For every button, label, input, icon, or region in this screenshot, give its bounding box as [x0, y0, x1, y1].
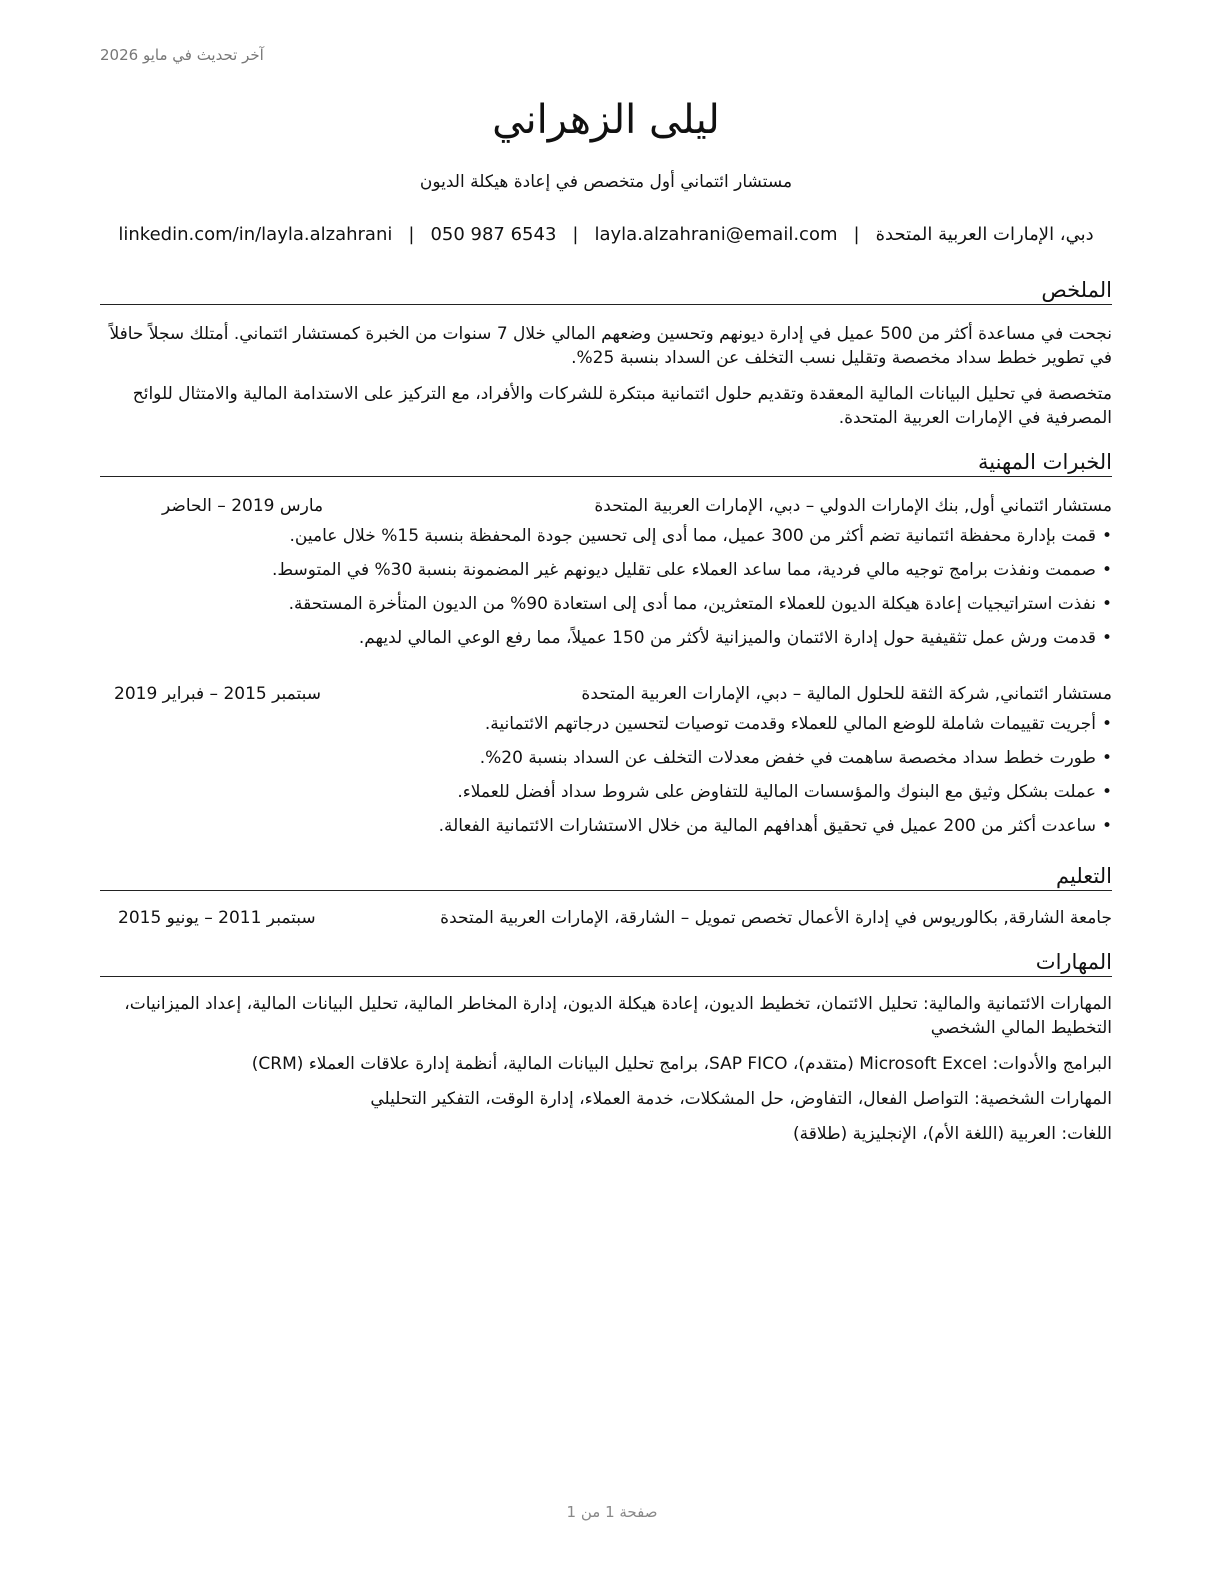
- contact-separator: |: [572, 224, 579, 245]
- candidate-name: ليلى الزهراني: [492, 97, 720, 143]
- list-item: •قدمت ورش عمل تثقيفية حول إدارة الائتمان والميزانية لأكثر من 150 عميلاً، مما رفع الوعي المالي لديهم.: [358, 628, 1112, 648]
- contact-email[interactable]: layla.alzahrani@email.com: [594, 224, 838, 245]
- summary-paragraph-2: متخصصة في تحليل البيانات المالية المعقدة وتقديم حلول ائتمانية مبتكرة للشركات والأفراد، مع التركيز على الاستدامة المالية والامتثال للوائح المصرفية في الإمارات العربية المتحدة.: [132, 384, 1112, 428]
- list-item: •صممت ونفذت برامج توجيه مالي فردية، مما ساعد العملاء على تقليل ديونهم غير المضمونة بنسبة 30% في المتوسط.: [271, 560, 1112, 580]
- job-header-2: [100, 682, 1112, 706]
- job-title: مستشار ائتماني أول, بنك الإمارات الدولي – دبي، الإمارات العربية المتحدة: [594, 496, 1112, 516]
- contact-phone[interactable]: 050 987 6543: [430, 224, 557, 245]
- education-degree: جامعة الشارقة, بكالوريوس في إدارة الأعمال تخصص تمويل – الشارقة، الإمارات العربية المتحدة: [440, 908, 1112, 928]
- education-dates: سبتمبر 2011 – يونيو 2015: [118, 908, 316, 928]
- job-bullets-2: [100, 712, 1112, 848]
- job-dates: سبتمبر 2015 – فبراير 2019: [114, 684, 321, 704]
- summary-paragraph-1: نجحت في مساعدة أكثر من 500 عميل في إدارة ديونهم وتحسين وضعهم المالي خلال 7 سنوات من الخبرة كمستشار ائتماني. أمتلك سجلاً حافلاً في تطوير خطط سداد مخصصة وتقليل نسب التخلف عن السداد بنسبة 25%.: [109, 324, 1112, 368]
- contact-separator: |: [853, 224, 860, 245]
- candidate-headline: مستشار ائتماني أول متخصص في إعادة هيكلة الديون: [419, 172, 793, 192]
- skills-heading: المهارات: [100, 948, 1112, 977]
- list-item: •طورت خطط سداد مخصصة ساهمت في خفض معدلات التخلف عن السداد بنسبة 20%.: [479, 748, 1112, 768]
- list-item: •قمت بإدارة محفظة ائتمانية تضم أكثر من 300 عميل، مما أدى إلى تحسين جودة المحفظة بنسبة 15% خلال عامين.: [289, 526, 1112, 546]
- contact-linkedin[interactable]: linkedin.com/in/layla.alzahrani: [118, 224, 393, 245]
- contact-separator: |: [408, 224, 415, 245]
- experience-heading: الخبرات المهنية: [100, 448, 1112, 477]
- job-title: مستشار ائتماني, شركة الثقة للحلول المالية – دبي، الإمارات العربية المتحدة: [581, 684, 1112, 704]
- skills-financial: المهارات الائتمانية والمالية: تحليل الائتمان، تخطيط الديون، إعادة هيكلة الديون، إدارة المخاطر المالية، تحليل البيانات المالية، إعداد الميزانيات، التخطيط المالي الشخصي: [124, 994, 1112, 1038]
- job-dates: مارس 2019 – الحاضر: [162, 496, 324, 516]
- skills-tools: البرامج والأدوات: Microsoft Excel (متقدم)، SAP FICO، برامج تحليل البيانات المالية، أنظمة إدارة علاقات العملاء (CRM): [251, 1054, 1112, 1074]
- education-heading: التعليم: [100, 862, 1112, 891]
- skills-languages: اللغات: العربية (اللغة الأم)، الإنجليزية (طلاقة): [793, 1124, 1112, 1144]
- page-number: صفحة 1 من 1: [566, 1503, 658, 1521]
- education-entry: [100, 906, 1112, 930]
- list-item: •نفذت استراتيجيات إعادة هيكلة الديون للعملاء المتعثرين، مما أدى إلى استعادة 90% من الديون المتأخرة المستحقة.: [288, 594, 1112, 614]
- list-item: •أجريت تقييمات شاملة للوضع المالي للعملاء وقدمت توصيات لتحسين درجاتهم الائتمانية.: [484, 714, 1112, 734]
- contact-location: دبي، الإمارات العربية المتحدة: [875, 224, 1094, 245]
- job-header-1: [100, 494, 1112, 518]
- last-updated-note: آخر تحديث في مايو 2026: [100, 46, 264, 64]
- summary-heading: الملخص: [100, 276, 1112, 305]
- contact-line: [100, 222, 1112, 248]
- list-item: •عملت بشكل وثيق مع البنوك والمؤسسات المالية للتفاوض على شروط سداد أفضل للعملاء.: [457, 782, 1112, 802]
- list-item: •ساعدت أكثر من 200 عميل في تحقيق أهدافهم المالية من خلال الاستشارات الائتمانية الفعالة.: [438, 816, 1112, 836]
- job-bullets-1: [100, 524, 1112, 660]
- skills-soft: المهارات الشخصية: التواصل الفعال، التفاوض، حل المشكلات، خدمة العملاء، إدارة الوقت، التفكير التحليلي: [370, 1089, 1112, 1109]
